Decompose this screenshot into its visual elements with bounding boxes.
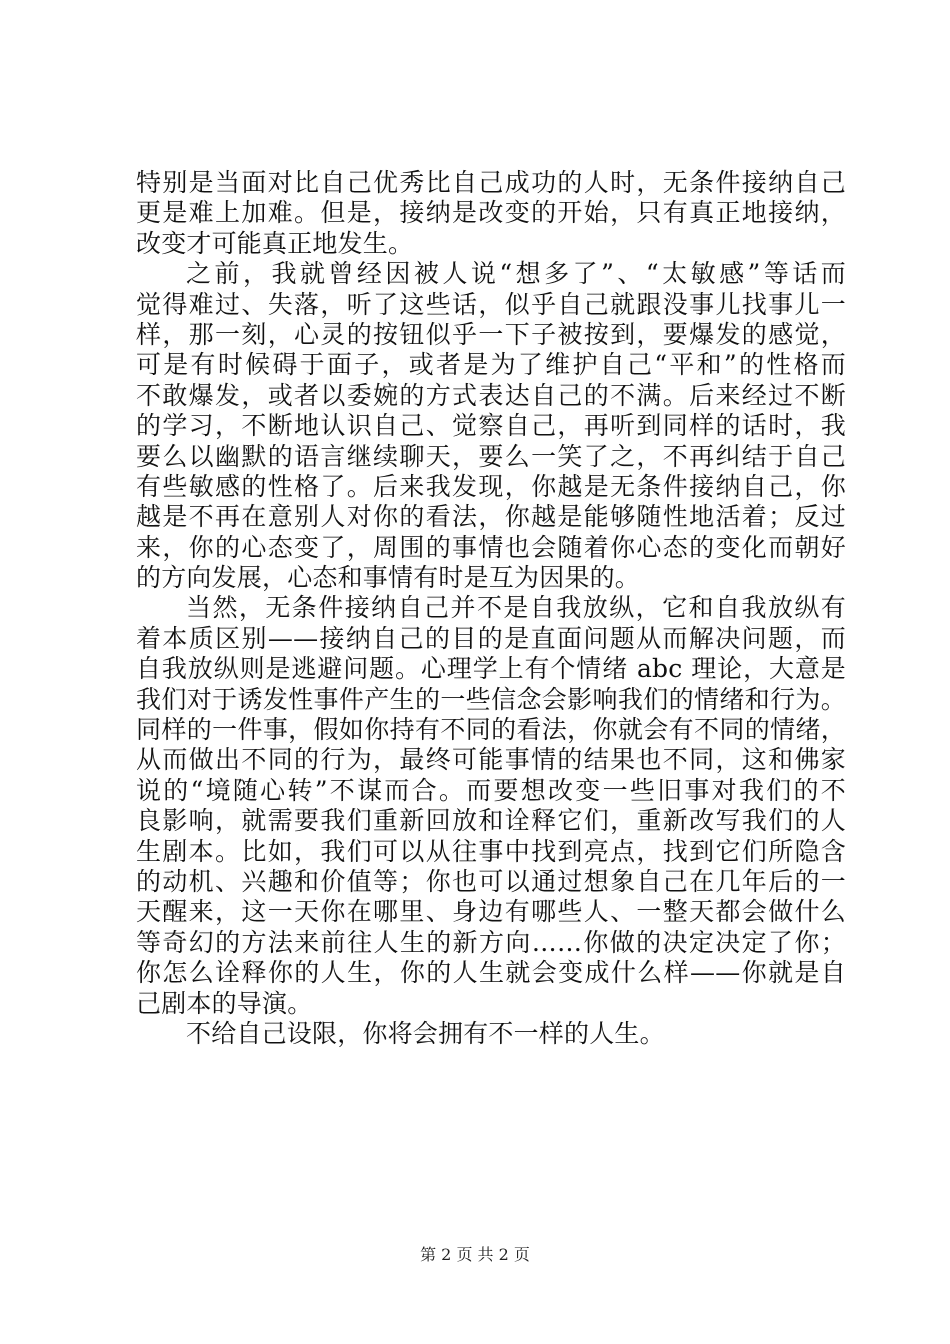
text-line: 越是不再在意别人对你的看法，你越是能够随性地活着；反过 (136, 502, 846, 532)
text-line: 有些敏感的性格了。后来我发现，你越是无条件接纳自己，你 (136, 471, 846, 501)
paragraph-start-line: 当然，无条件接纳自己并不是自我放纵，它和自我放纵有 (186, 593, 846, 623)
text-line: 可是有时候碍于面子，或者是为了维护自己“平和”的性格而 (136, 350, 846, 380)
text-line: 不敢爆发，或者以委婉的方式表达自己的不满。后来经过不断 (136, 380, 846, 410)
text-line: 改变才可能真正地发生。 (136, 228, 414, 258)
text-line: 自我放纵则是逃避问题。心理学上有个情绪 abc 理论，大意是 (136, 654, 846, 684)
text-line: 来，你的心态变了，周围的事情也会随着你心态的变化而朝好 (136, 532, 846, 562)
text-line: 样，那一刻，心灵的按钮似乎一下子被按到，要爆发的感觉， (136, 319, 846, 349)
text-line: 己剧本的导演。 (136, 988, 313, 1018)
text-line: 从而做出不同的行为，最终可能事情的结果也不同，这和佛家 (136, 745, 846, 775)
text-line: 你怎么诠释你的人生，你的人生就会变成什么样——你就是自 (136, 958, 846, 988)
document-body (136, 168, 846, 1049)
closing-line: 不给自己设限，你将会拥有不一样的人生。 (186, 1018, 665, 1048)
text-line: 的学习，不断地认识自己、觉察自己，再听到同样的话时，我 (136, 411, 846, 441)
text-line: 良影响，就需要我们重新回放和诠释它们，重新改写我们的人 (136, 806, 846, 836)
text-line: 特别是当面对比自己优秀比自己成功的人时，无条件接纳自己 (136, 168, 846, 197)
text-line: 我们对于诱发性事件产生的一些信念会影响我们的情绪和行为。 (136, 684, 846, 714)
text-line: 的方向发展，心态和事情有时是互为因果的。 (136, 563, 641, 593)
text-line: 觉得难过、失落，听了这些话，似乎自己就跟没事儿找事儿一 (136, 289, 846, 319)
text-line: 要么以幽默的语言继续聊天，要么一笑了之，不再纠结于自己 (136, 441, 846, 471)
text-line: 说的“境随心转”不谋而合。而要想改变一些旧事对我们的不 (136, 775, 846, 805)
text-line: 天醒来，这一天你在哪里、身边有哪些人、一整天都会做什么 (136, 897, 846, 927)
page-number-label: 第 2 页 共 2 页 (420, 1245, 530, 1264)
text-line: 着本质区别——接纳自己的目的是直面问题从而解决问题，而 (136, 623, 846, 653)
page-footer (0, 1245, 950, 1265)
text-line: 更是难上加难。但是，接纳是改变的开始，只有真正地接纳， (136, 198, 846, 228)
text-line: 等奇幻的方法来前往人生的新方向……你做的决定决定了你； (136, 927, 846, 957)
text-line: 同样的一件事，假如你持有不同的看法，你就会有不同的情绪， (136, 715, 846, 745)
paragraph-start-line: 之前，我就曾经因被人说“想多了”、“太敏感”等话而 (186, 259, 846, 289)
text-line: 生剧本。比如，我们可以从往事中找到亮点，找到它们所隐含 (136, 836, 846, 866)
text-line: 的动机、兴趣和价值等；你也可以通过想象自己在几年后的一 (136, 866, 846, 896)
